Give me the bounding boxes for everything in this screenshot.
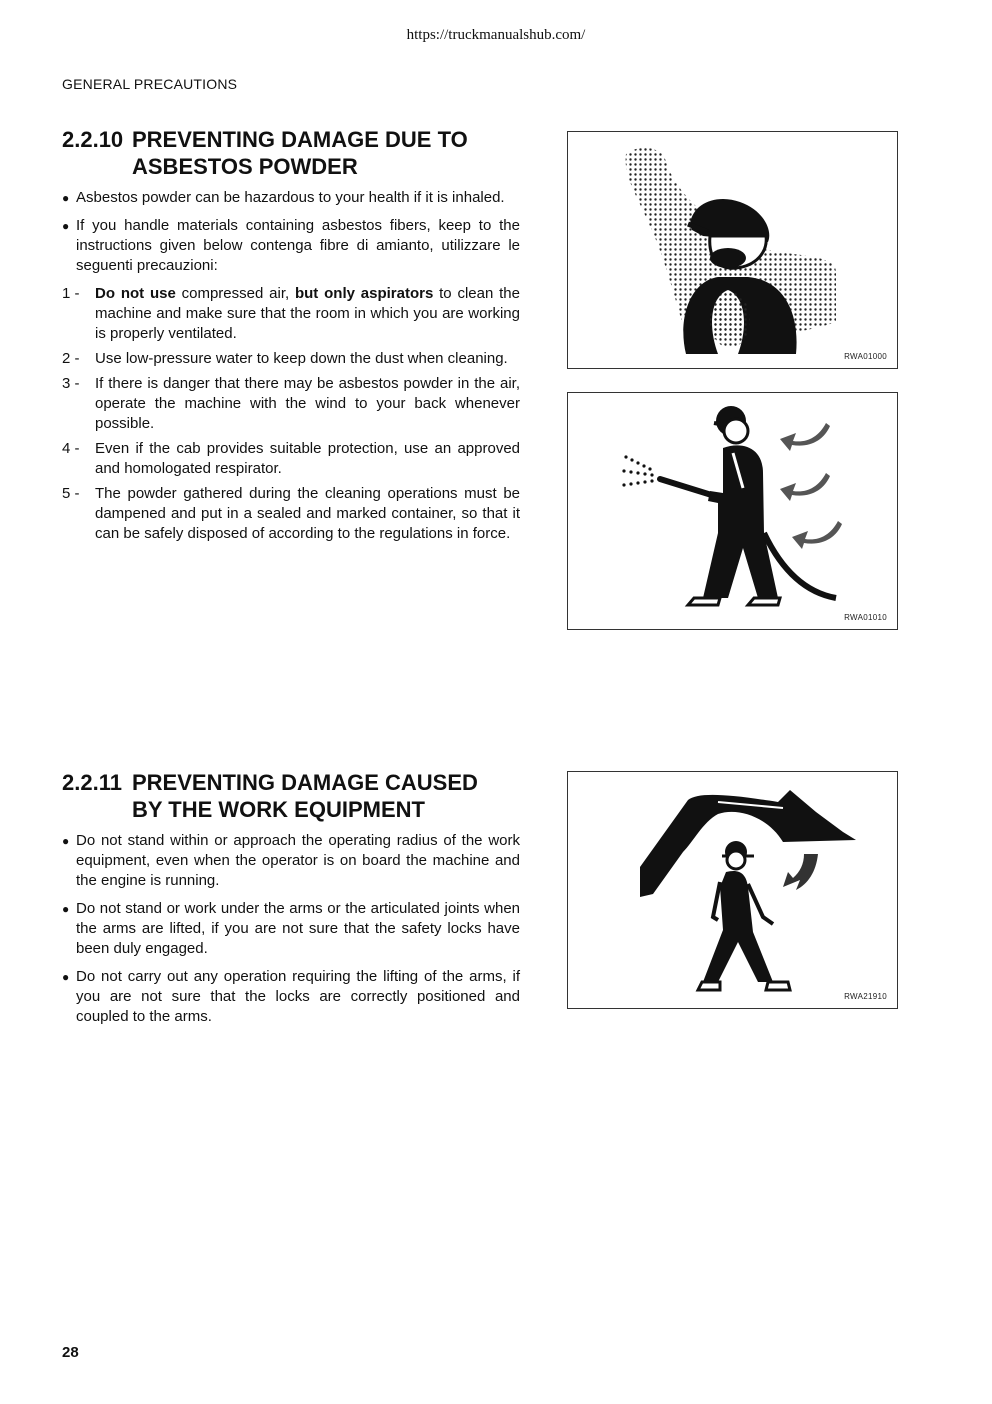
section-asbestos xyxy=(62,126,520,549)
source-url[interactable]: https://truckmanualshub.com/ xyxy=(406,27,586,43)
bullet-icon: ● xyxy=(62,902,70,916)
bullet-icon: ● xyxy=(62,834,70,848)
figure-work-equipment xyxy=(567,771,898,1009)
numbered-item: 1 - Do not use compressed air, but only aspirators to clean the machine and make sure that the room in which you are working is properly ventilated. xyxy=(62,285,520,342)
bullet-icon: ● xyxy=(62,191,70,205)
excavator-boom xyxy=(640,790,856,897)
worker-body xyxy=(703,445,778,598)
section-number: 2.2.10 xyxy=(62,127,124,152)
boom-illustration xyxy=(568,772,897,1008)
section-title-line2: BY THE WORK EQUIPMENT xyxy=(132,797,425,822)
page-number: 28 xyxy=(62,1344,79,1361)
figure-respirator xyxy=(567,131,898,369)
bullet-icon: ● xyxy=(62,219,70,233)
numbered-item: 3 - If there is danger that there may be asbestos powder in the air, operate the machine with the wind to your back whenever possible. xyxy=(62,375,520,432)
section-title-line1: PREVENTING DAMAGE CAUSED xyxy=(132,770,478,795)
item-marker: 1 - xyxy=(62,285,80,302)
figure-wind-spray xyxy=(567,392,898,630)
wind-arrows xyxy=(780,423,842,549)
spray-droplets xyxy=(622,455,653,486)
bullet-item: ● If you handle materials containing asbestos fibers, keep to the instructions given below contenga fibre di amianto, utilizzare le seguenti precauzioni: xyxy=(62,217,520,274)
figure-label: RWA21910 xyxy=(844,992,887,1001)
respirator-illustration xyxy=(568,132,897,368)
numbered-item: 4 - Even if the cab provides suitable protection, use an approved and homologated respirator. xyxy=(62,440,520,477)
figure-label: RWA01000 xyxy=(844,352,887,361)
numbered-item: 2 - Use low-pressure water to keep down the dust when cleaning. xyxy=(62,350,508,367)
section-title xyxy=(62,769,520,823)
item-marker: 5 - xyxy=(62,485,80,502)
section-work-equipment xyxy=(62,769,520,1035)
worker-body xyxy=(703,871,773,982)
figure-label: RWA01010 xyxy=(844,613,887,622)
running-head: GENERAL PRECAUTIONS xyxy=(62,76,238,92)
item-marker: 2 - xyxy=(62,350,80,367)
respirator-mask xyxy=(710,248,746,268)
bullet-icon: ● xyxy=(62,970,70,984)
bullet-item: ● Asbestos powder can be hazardous to your health if it is inhaled. xyxy=(62,189,505,206)
swing-arrow-icon xyxy=(783,854,818,890)
bullet-item: ● Do not carry out any operation requiring the lifting of the arms, if you are not sure that the locks are correctly positioned and coupled to the arms. xyxy=(62,968,520,1025)
section-number: 2.2.11 xyxy=(62,770,122,795)
numbered-item: 5 - The powder gathered during the cleaning operations must be dampened and put in a sealed and marked container, so that it can be safely disposed of according to the regulations in force. xyxy=(62,485,520,542)
bullet-item: ● Do not stand within or approach the operating radius of the work equipment, even when the operator is on board the machine and the engine is running. xyxy=(62,832,520,889)
bullet-item: ● Do not stand or work under the arms or the articulated joints when the arms are lifted, if you are not sure that the safety locks have been duly engaged. xyxy=(62,900,520,957)
spray-illustration xyxy=(568,393,897,629)
spray-wand xyxy=(660,479,718,497)
item-marker: 3 - xyxy=(62,375,80,392)
section-title xyxy=(62,126,520,180)
section-title-line2: ASBESTOS POWDER xyxy=(132,154,358,179)
section-title-line1: PREVENTING DAMAGE DUE TO xyxy=(132,127,468,152)
item-marker: 4 - xyxy=(62,440,80,457)
